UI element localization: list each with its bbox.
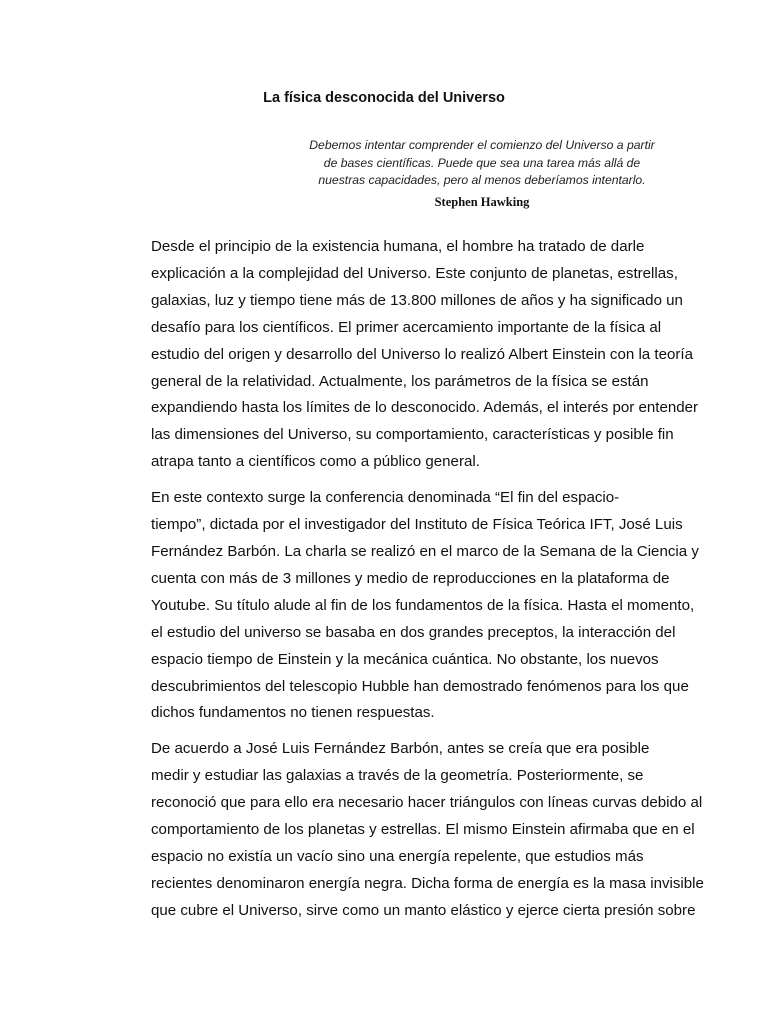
text-line: En este contexto surge la conferencia denominada “El fin del espacio- (151, 489, 620, 507)
text-line: descubrimientos del telescopio Hubble han demostrado fenómenos para los que (151, 677, 689, 695)
text-line: espacio no existía un vacío sino una energía repelente, que estudios más (151, 847, 644, 865)
text-line: espacio tiempo de Einstein y la mecánica cuántica. No obstante, los nuevos (151, 650, 659, 668)
epigraph-line: de bases científicas. Puede que sea una tarea más allá de (323, 155, 641, 170)
text-line: desafío para los científicos. El primer acercamiento importante de la física al (151, 318, 662, 336)
text-line: explicación a la complejidad del Universo. Este conjunto de planetas, estrellas, (151, 264, 678, 282)
epigraph-quote (296, 137, 668, 190)
paragraph-1 (107, 234, 699, 476)
text-line: dichos fundamentos no tienen respuestas. (151, 704, 435, 722)
text-line: cuenta con más de 3 millones y medio de reproducciones en la plataforma de (151, 569, 670, 587)
text-line: reconoció que para ello era necesario hacer triángulos con líneas curvas debido al (151, 794, 703, 812)
epigraph-line: Debemos intentar comprender el comienzo del Universo a partir (309, 138, 655, 152)
text-line: Desde el principio de la existencia humana, el hombre ha tratado de darle (151, 238, 645, 255)
paragraph-3 (107, 736, 704, 924)
page-title: La física desconocida del Universo (263, 90, 505, 106)
text-line: Youtube. Su título alude al fin de los fundamentos de la física. Hasta el momento, (151, 596, 695, 614)
text-line: galaxias, luz y tiempo tiene más de 13.800 millones de años y ha significado un (151, 291, 683, 309)
text-line: general de la relatividad. Actualmente, los parámetros de la física se están (151, 372, 649, 390)
text-line: las dimensiones del Universo, su comportamiento, características y posible fin (151, 426, 674, 444)
epigraph-line: nuestras capacidades, pero al menos deberíamos intentarlo. (318, 173, 646, 187)
text-line: comportamiento de los planetas y estrellas. El mismo Einstein afirmaba que en el (151, 821, 695, 839)
text-line: recientes denominaron energía negra. Dicha forma de energía es la masa invisible (151, 874, 704, 892)
text-line: expandiendo hasta los límites de lo desconocido. Además, el interés por entender (151, 399, 699, 417)
text-line: medir y estudiar las galaxias a través de la geometría. Posteriormente, se (151, 767, 644, 785)
paragraph-2 (107, 485, 699, 727)
text-line: atrapa tanto a científicos como a público general. (151, 453, 480, 471)
text-line: estudio del origen y desarrollo del Universo lo realizó Albert Einstein con la teoría (151, 345, 693, 363)
text-line: tiempo”, dictada por el investigador del Instituto de Física Teórica IFT, José Luis (151, 516, 683, 534)
document-body (107, 234, 704, 934)
text-line: el estudio del universo se basaba en dos grandes preceptos, la interacción del (151, 623, 676, 641)
text-line: De acuerdo a José Luis Fernández Barbón, antes se creía que era posible (151, 740, 650, 758)
text-line: que cubre el Universo, sirve como un manto elástico y ejerce cierta presión sobre (151, 901, 696, 919)
text-line: Fernández Barbón. La charla se realizó en el marco de la Semana de la Ciencia y (151, 542, 699, 560)
epigraph-author: Stephen Hawking (434, 195, 530, 209)
